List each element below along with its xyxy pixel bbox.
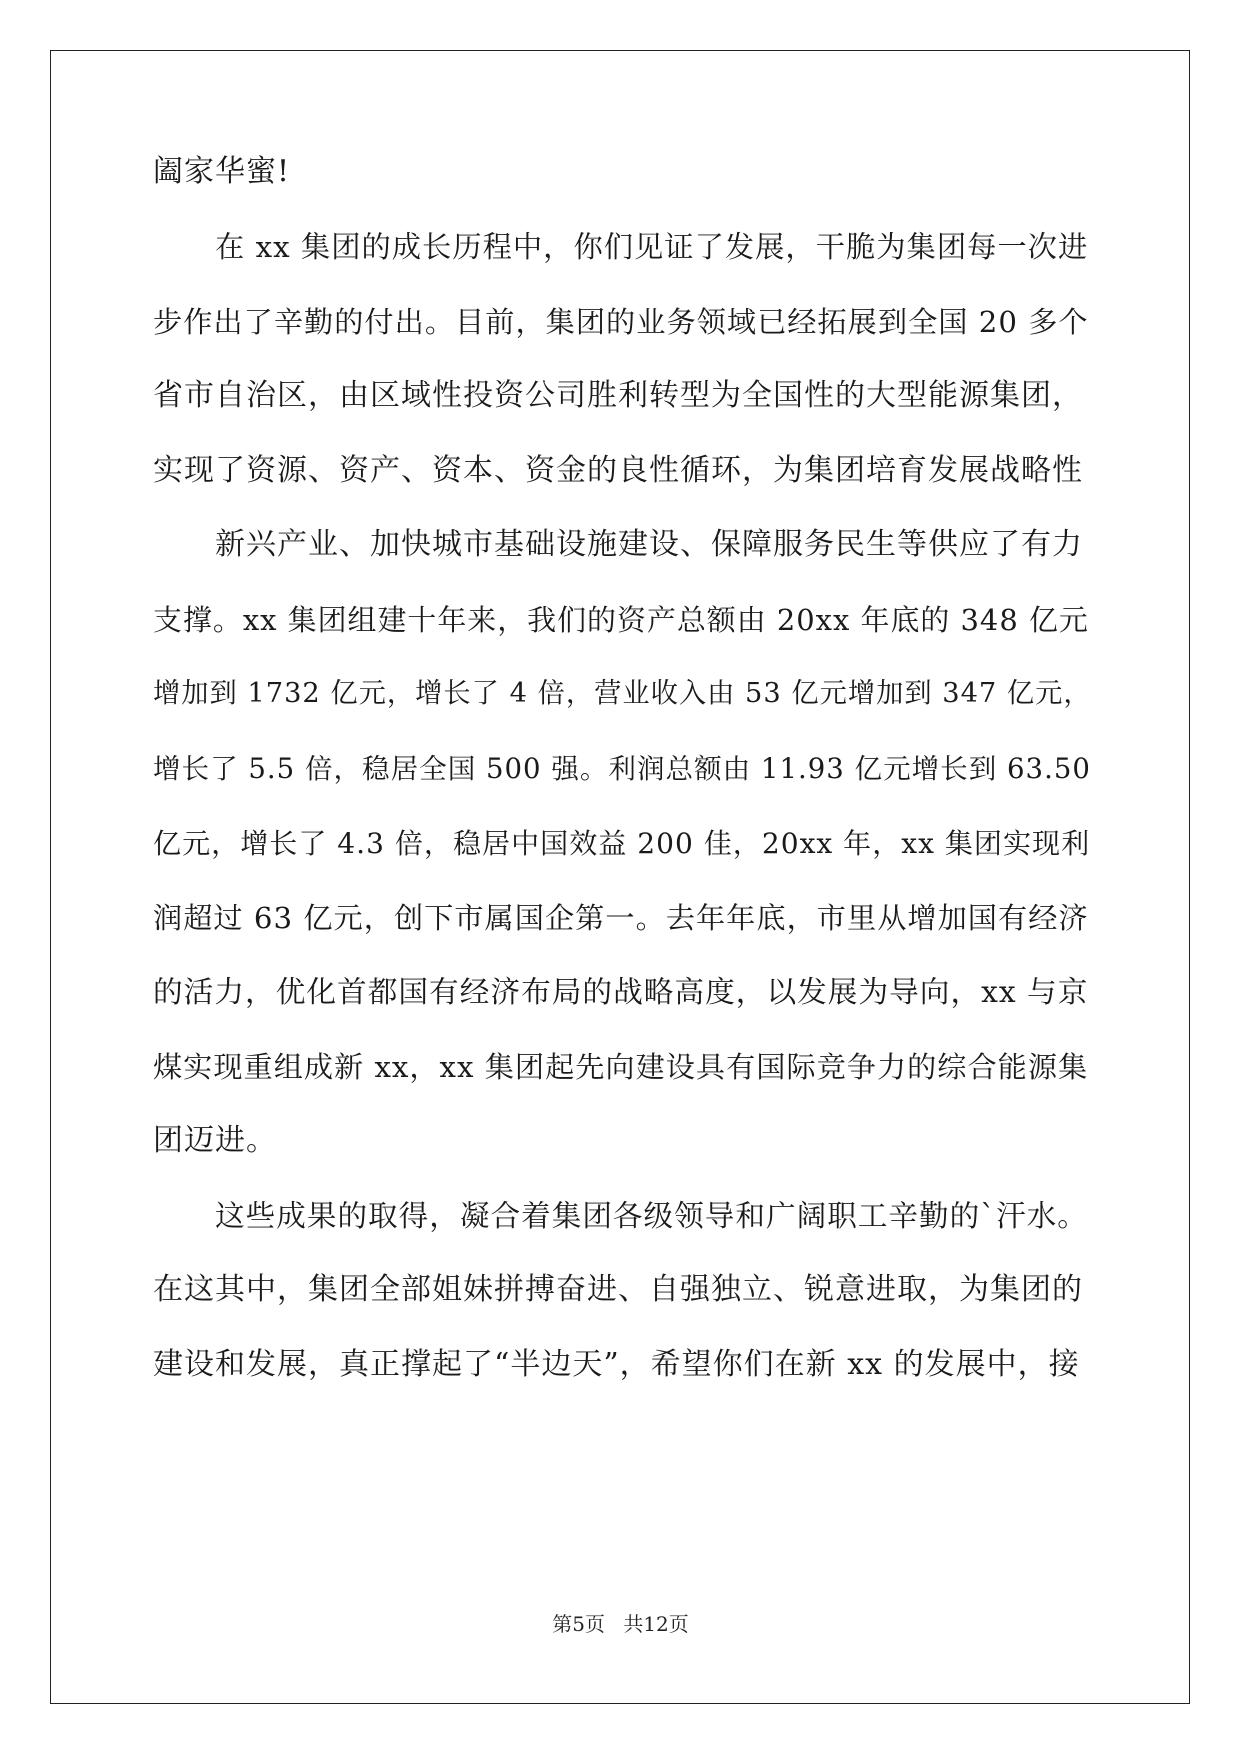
text-line-13: 煤实现重组成新 xx，xx 集团起先向建设具有国际竞争力的综合能源集 [153,1050,1089,1084]
text-line-10: 亿元，增长了 4.3 倍，稳居中国效益 200 佳，20xx 年，xx 集团实现利 [153,827,1091,860]
text-line-6: 新兴产业、加快城市基础设施建设、保障服务民生等供应了有力 [215,527,1083,562]
text-line-11: 润超过 63 亿元，创下市属国企第一。去年年底，市里从增加国有经济 [153,901,1089,935]
text-line-2: 在 xx 集团的成长历程中，你们见证了发展，干脆为集团每一次进 [215,230,1089,264]
text-line-16: 在这其中，集团全部姐妹拼搏奋进、自强独立、锐意进取，为集团的 [153,1272,1083,1307]
text-line-8: 增加到 1732 亿元，增长了 4 倍，营业收入由 53 亿元增加到 347 亿元， [153,678,1092,709]
text-line-9: 增长了 5.5 倍，稳居全国 500 强。利润总额由 11.93 亿元增长到 63.50 [153,753,1091,785]
text-line-15: 这些成果的取得，凝合着集团各级领导和广阔职工辛勤的`汗水。 [215,1199,1088,1233]
text-line-12: 的活力，优化首都国有经济布局的战略高度，以发展为导向，xx 与京 [153,974,1089,1009]
text-line-14: 团迈进。 [153,1123,277,1158]
text-line-1: 阖家华蜜! [153,154,291,189]
text-line-4: 省市自治区，由区域性投资公司胜利转型为全国性的大型能源集团， [153,378,1083,413]
text-line-3: 步作出了辛勤的付出。目前，集团的业务领域已经拓展到全国 20 多个 [153,305,1089,339]
page-footer [0,1611,1241,1637]
page-border [50,50,1190,1704]
text-line-7: 支撑。xx 集团组建十年来，我们的资产总额由 20xx 年底的 348 亿元 [153,603,1089,637]
page-total: 共12页 [623,1612,689,1636]
text-line-17: 建设和发展，真正撑起了“半边天”，希望你们在新 xx 的发展中，接 [153,1347,1080,1382]
text-line-5: 实现了资源、资产、资本、资金的良性循环，为集团培育发展战略性 [153,453,1083,488]
page-number: 第5页 [552,1612,605,1636]
